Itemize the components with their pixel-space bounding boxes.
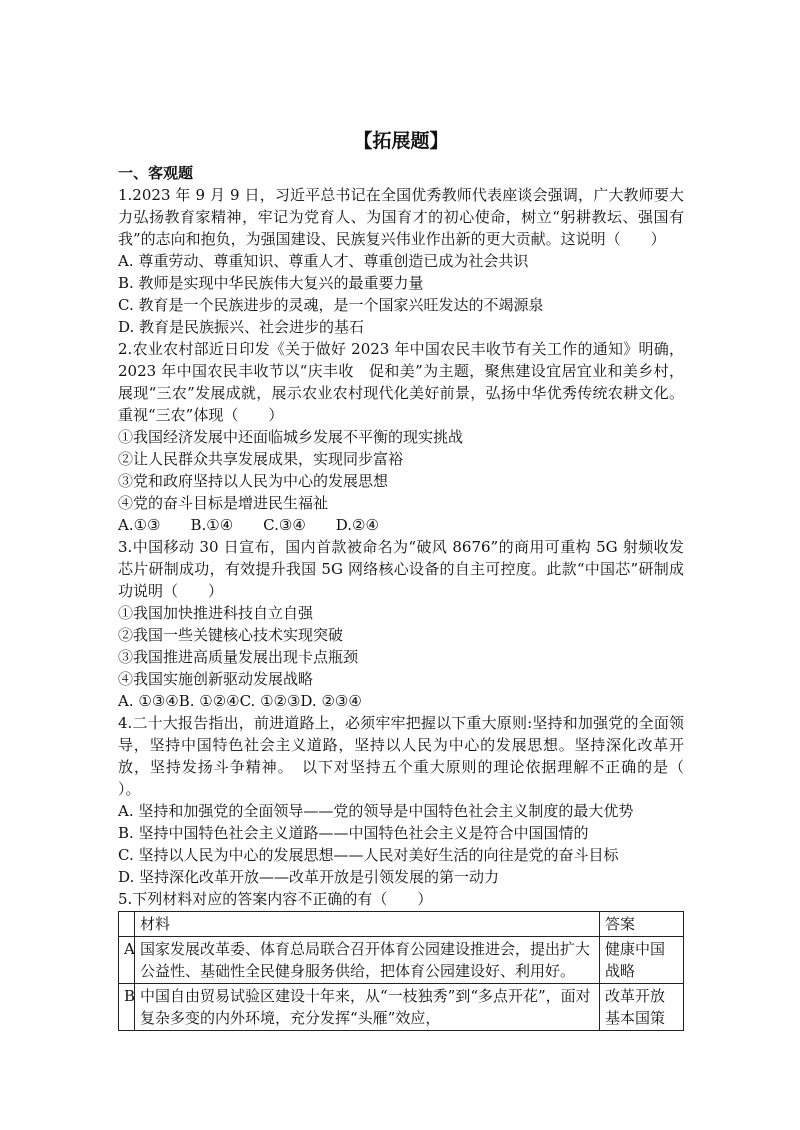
statement-1: ①我国加快推进科技自立自强 [118,604,314,622]
option-c: C. 坚持以人民为中心的发展思想——人民对美好生活的向往是党的奋斗目标 [118,846,619,864]
table-cell: 改革开放基本国策 [600,984,684,1031]
table-cell: 国家发展改革委、体育总局联合召开体育公园建设推进会，提出扩大公益性、基础性全民健身服务供给，把体育公园建设好、利用好。 [135,937,600,984]
question-3 [118,536,684,712]
statement-4: ④我国实施创新驱动发展战略 [118,670,314,688]
question-1 [118,184,684,338]
option-d: D. 教育是民族振兴、社会进步的基石 [118,318,365,336]
statement-3: ③我国推进高质量发展出现卡点瓶颈 [118,648,359,666]
statement-1: ①我国经济发展中还面临城乡发展不平衡的现实挑战 [118,428,464,446]
table-cell: B [119,984,135,1031]
option-a: A. 尊重劳动、尊重知识、尊重人才、尊重创造已成为社会共识 [118,252,529,270]
option-c: C. 教育是一个民族进步的灵魂，是一个国家兴旺发达的不竭源泉 [118,296,544,314]
table-header-cell: 材料 [135,912,600,937]
table-row [119,984,684,1031]
option-d: D. 坚持深化改革开放——改革开放是引领发展的第一动力 [118,868,500,886]
question-stem: 1.2023 年 9 月 9 日，习近平总书记在全国优秀教师代表座谈会强调，广大教师要大力弘扬教育家精神，牢记为党育人、为国育才的初心使命，树立“躬耕教坛、强国有我”的志向和抱负，为强国建设、民族复兴伟业作出新的更大贡献。这说明（ ） [118,186,684,248]
question-stem: 4.二十大报告指出，前进道路上，必须牢牢把握以下重大原则:坚持和加强党的全面领导，坚持中国特色社会主义道路，坚持以人民为中心的发展思想。坚持深化改革开放，坚持发扬斗争精神。 以下对坚持五个重大原则的理论依据理解不正确的是（ ）。 [118,714,715,798]
question-2 [118,338,684,536]
document-content [118,128,715,1031]
page-title: 【拓展题】 [353,130,449,152]
statement-4: ④党的奋斗目标是增进民生福祉 [118,494,329,512]
question-stem: 5.下列材料对应的答案内容不正确的有（ ） [118,890,433,908]
answer-options: A.①③ B.①④ C.③④ D.②④ [118,516,379,534]
statement-2: ②我国一些关键核心技术实现突破 [118,626,344,644]
option-b: B. 教师是实现中华民族伟大复兴的最重要力量 [118,274,424,292]
statement-2: ②让人民群众共享发展成果，实现同步富裕 [118,450,404,468]
table-header-row [119,912,684,937]
table-cell: 健康中国战略 [600,937,684,984]
statement-3: ③党和政府坚持以人民为中心的发展思想 [118,472,389,490]
answer-options: A. ①③④B. ①②④C. ①②③D. ②③④ [118,692,362,710]
table-cell: 中国自由贸易试验区建设十年来，从“一枝独秀”到“多点开花”，面对复杂多变的内外环境，充分发挥“头雁”效应， [135,984,600,1031]
table-cell: A [119,937,135,984]
question-4 [118,712,715,888]
option-a: A. 坚持和加强党的全面领导——党的领导是中国特色社会主义制度的最大优势 [118,802,634,820]
section-heading: 一、客观题 [118,164,194,182]
option-b: B. 坚持中国特色社会主义道路——中国特色社会主义是符合中国国情的 [118,824,589,842]
table-header-cell: 答案 [600,912,684,937]
question-stem: 3.中国移动 30 日宣布，国内首款被命名为“破风 8676”的商用可重构 5G 射频收发芯片研制成功，有效提升我国 5G 网络核心设备的自主可控度。此款“中国芯”研制成功说明（ ） [118,538,684,600]
table-row [119,937,684,984]
question-5 [118,888,684,1031]
material-table [118,911,684,1031]
table-header-cell [119,912,135,937]
question-stem: 2.农业农村部近日印发《关于做好 2023 年中国农民丰收节有关工作的通知》明确，2023 年中国农民丰收节以“庆丰收 促和美”为主题，聚焦建设宜居宜业和美乡村，展现“三农”发展成就，展示农业农村现代化美好前景，弘扬中华优秀传统农耕文化。重视“三农”体现（ ） [118,340,684,424]
